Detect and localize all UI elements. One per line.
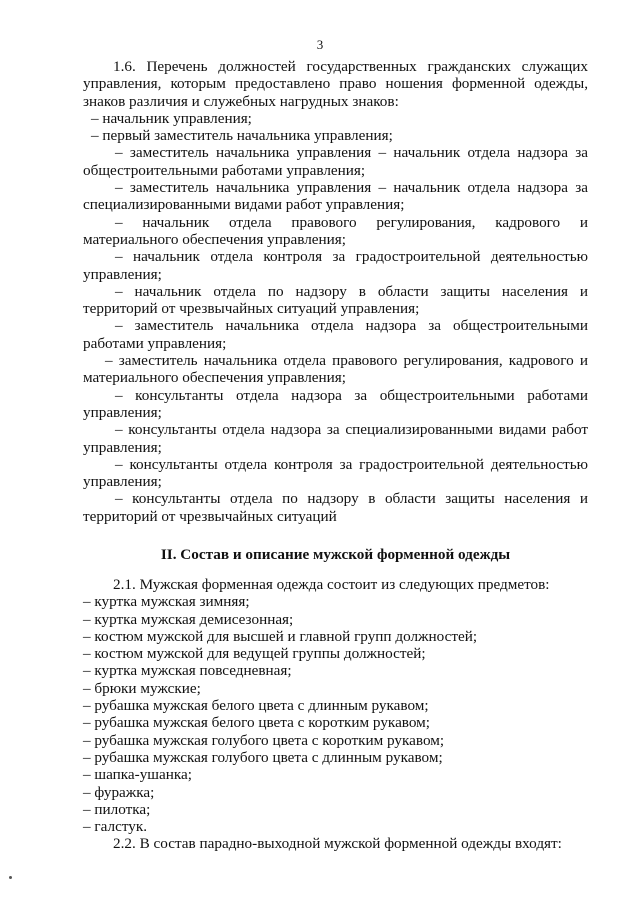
list-item-cont: управления; (83, 473, 162, 491)
list-item: – рубашка мужская голубого цвета с длинным рукавом; (83, 748, 443, 766)
list-item: – заместитель начальника отдела правового регулирования, кадрового и (105, 352, 588, 370)
intro-line: управления, которым предоставлено право ношения форменной одежды, (83, 75, 588, 93)
list-item: – рубашка мужская белого цвета с коротким рукавом; (83, 714, 431, 732)
list-item: – заместитель начальника управления – начальник отдела надзора за (115, 144, 588, 162)
list-item: – рубашка мужская голубого цвета с коротким рукавом; (83, 731, 445, 749)
section-1-6 (83, 58, 588, 525)
list-item: – начальник отдела правового регулирования, кадрового и (115, 213, 588, 231)
list-item: – шапка-ушанка; (83, 766, 192, 784)
list-item: – заместитель начальника управления – начальник отдела надзора за (115, 179, 588, 197)
section-heading: II. Состав и описание мужской форменной одежды (160, 546, 511, 563)
paragraph-2-1: 2.1. Мужская форменная одежда состоит из следующих предметов: (113, 576, 550, 593)
intro-line: 1.6. Перечень должностей государственных гражданских служащих (113, 58, 588, 75)
list-item-cont: общестроительными работами управления; (83, 161, 366, 179)
list-item: – пилотка; (83, 800, 151, 818)
list-item: – брюки мужские; (83, 679, 201, 697)
list-item: – костюм мужской для ведущей группы должностей; (83, 645, 426, 663)
list-item-cont: территорий от чрезвычайных ситуаций (83, 507, 337, 525)
list-item: – консультанты отдела по надзору в области защиты населения и (115, 490, 588, 508)
paragraph-2-2: 2.2. В состав парадно-выходной мужской форменной одежды входят: (113, 835, 562, 853)
list-item: – фуражка; (83, 783, 155, 801)
intro-line: знаков различия и служебных нагрудных знаков: (83, 92, 399, 110)
list-item-cont: управления; (83, 403, 162, 421)
page-number: 3 (316, 37, 324, 52)
scan-mark (9, 876, 12, 879)
list-item-cont: управления; (83, 265, 162, 283)
list-item-cont: территорий от чрезвычайных ситуаций управления; (83, 300, 420, 318)
list-item-cont: специализированными видами работ управления; (83, 196, 405, 214)
list-item: – начальник управления; (91, 109, 252, 127)
list-item: – консультанты отдела надзора за общестроительными работами (115, 386, 588, 404)
list-item: – консультанты отдела надзора за специализированными видами работ (115, 421, 588, 439)
list-item-cont: управления; (83, 438, 162, 456)
list-item: – куртка мужская повседневная; (83, 662, 292, 680)
list-item: – начальник отдела контроля за градостроительной деятельностью (115, 248, 588, 266)
list-item-cont: материального обеспечения управления; (83, 369, 346, 387)
list-item: – консультанты отдела контроля за градостроительной деятельностью (115, 455, 588, 473)
list-item: – первый заместитель начальника управления; (91, 127, 393, 145)
list-item-cont: материального обеспечения управления; (83, 230, 346, 248)
list-item: – заместитель начальника отдела надзора за общестроительными (115, 317, 588, 335)
list-item: – начальник отдела по надзору в области защиты населения и (115, 282, 588, 300)
list-item: – костюм мужской для высшей и главной групп должностей; (83, 627, 478, 645)
list-item: – куртка мужская демисезонная; (83, 610, 294, 628)
section-2 (83, 576, 588, 853)
list-item-cont: работами управления; (83, 334, 227, 352)
list-item: – рубашка мужская белого цвета с длинным рукавом; (83, 697, 429, 715)
list-item: – галстук. (83, 818, 148, 836)
list-item: – куртка мужская зимняя; (83, 593, 250, 611)
